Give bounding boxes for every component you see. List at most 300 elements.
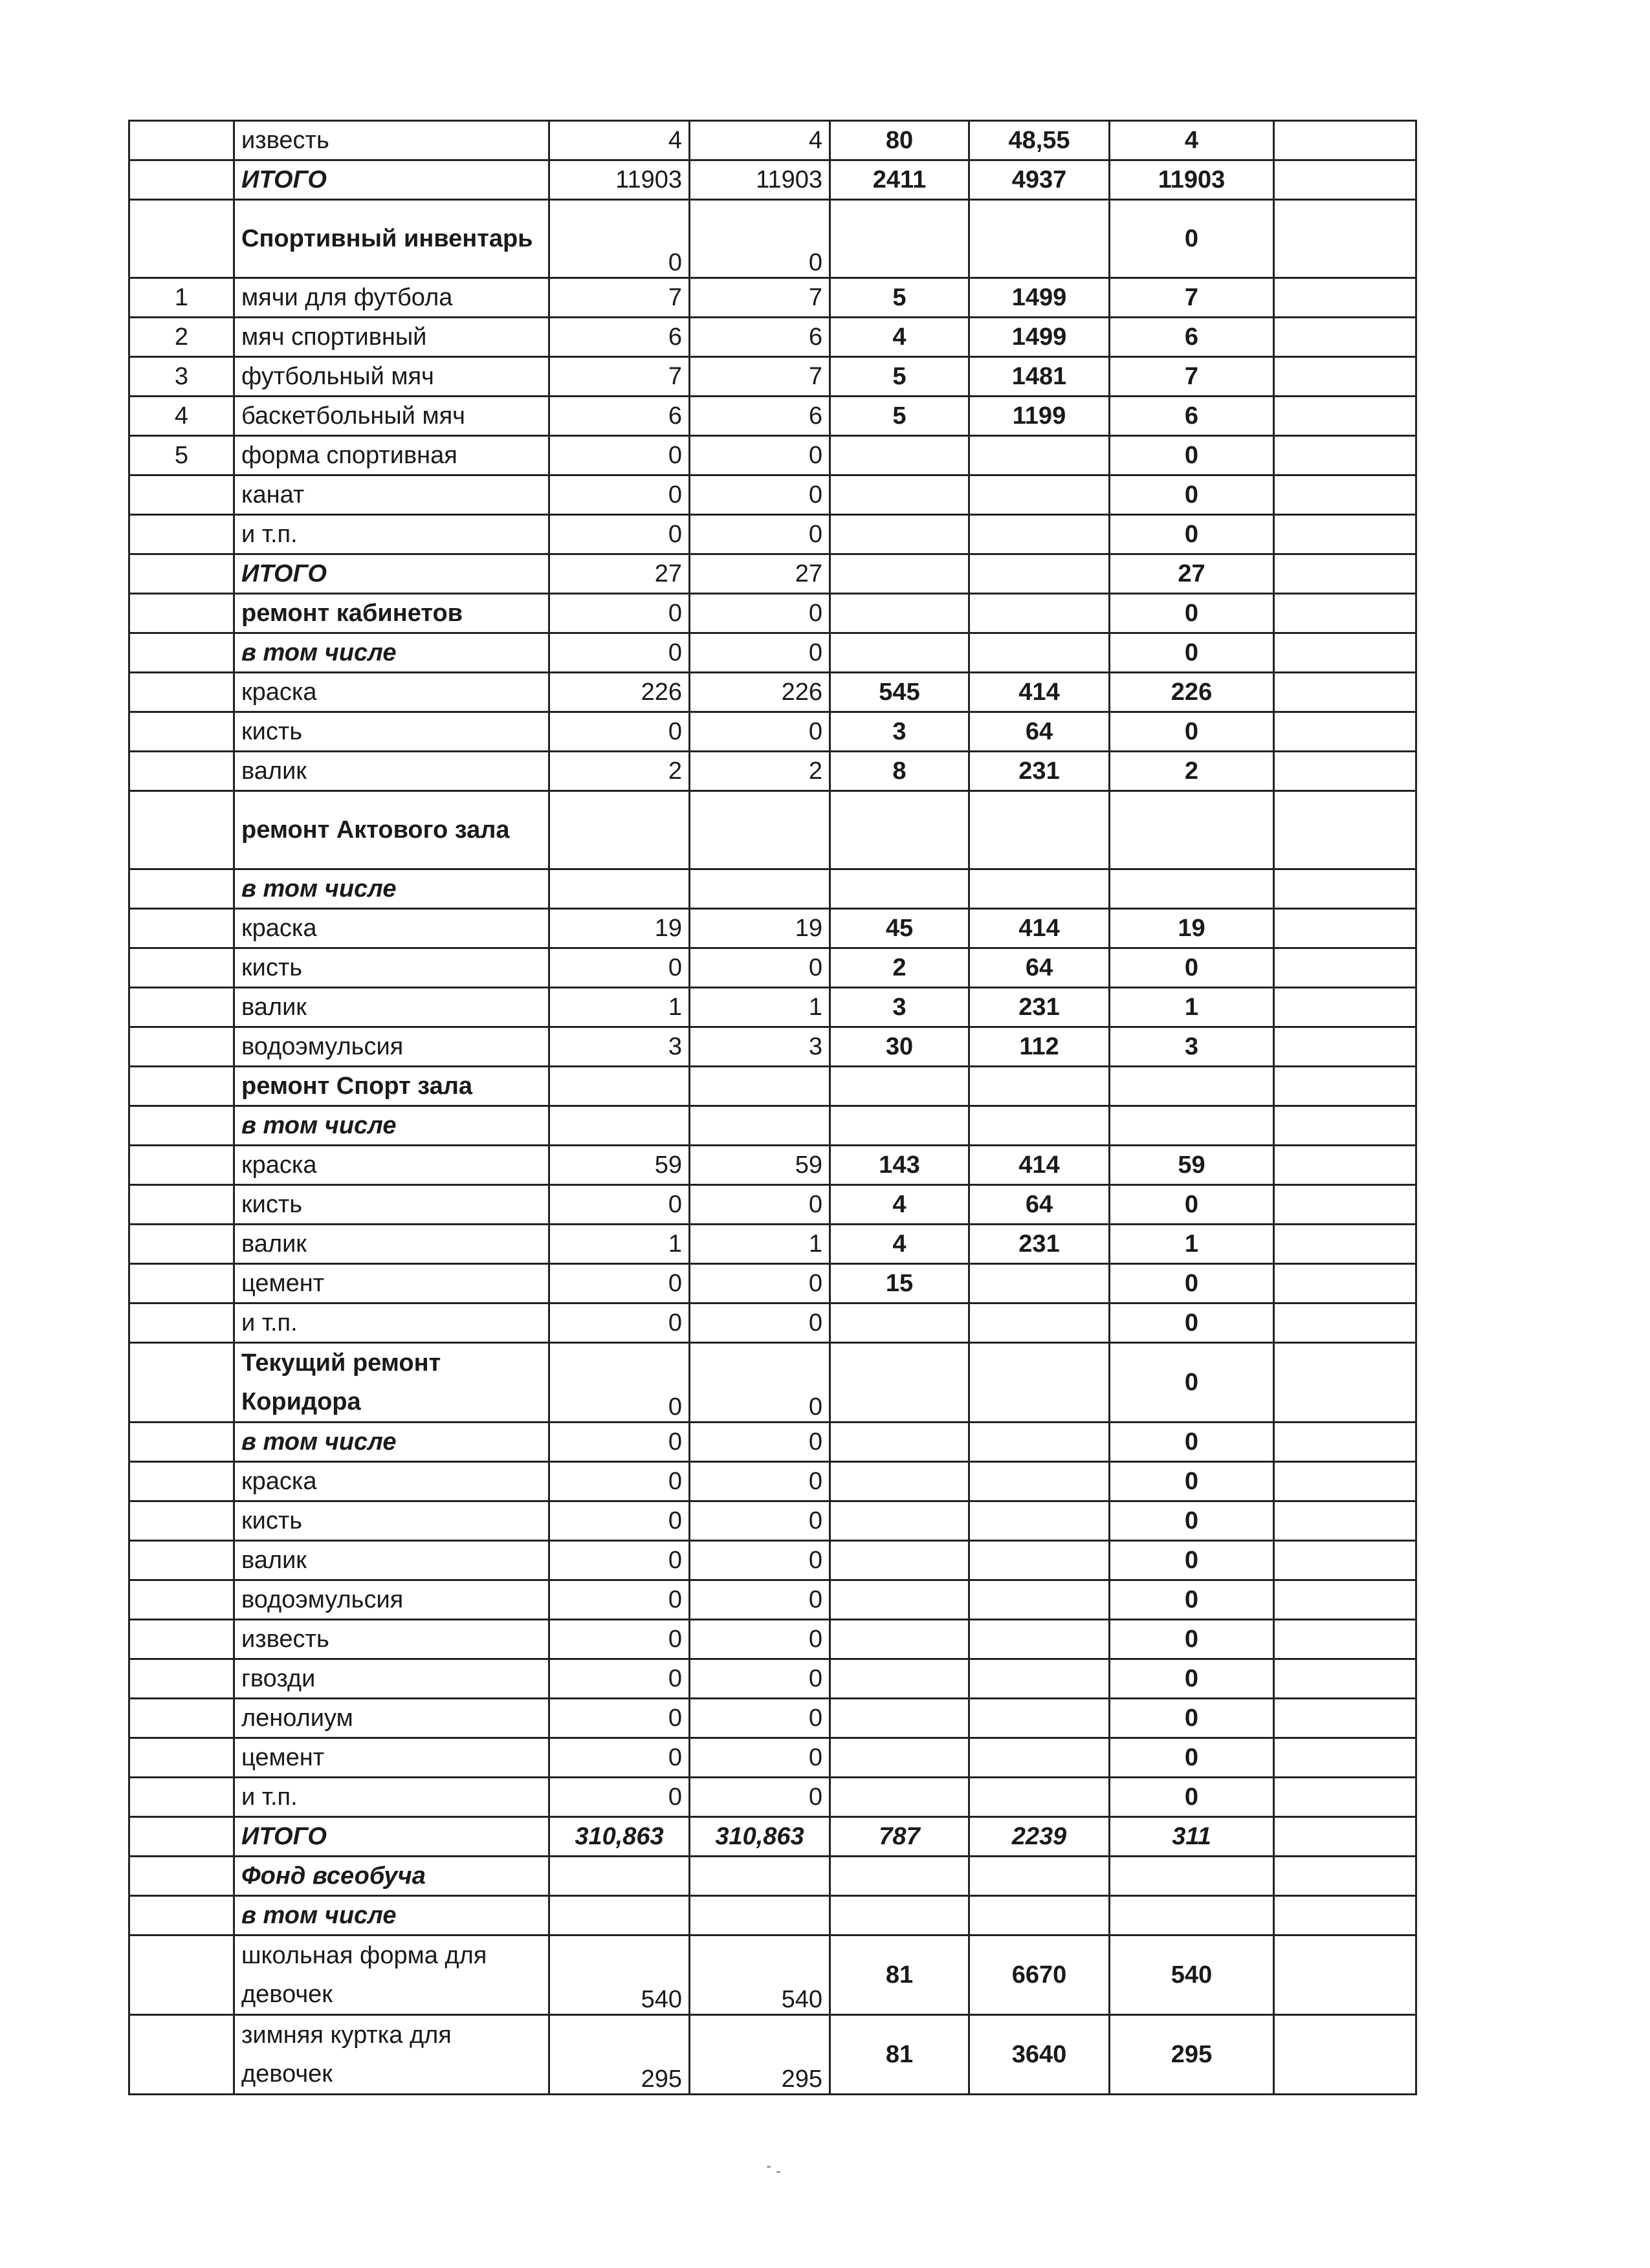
value-1-cell <box>549 1067 690 1106</box>
item-name-cell: в том числе <box>234 869 549 909</box>
value-4-cell <box>969 1620 1110 1659</box>
item-name-cell: ИТОГО <box>234 1817 549 1857</box>
value-4-cell <box>969 1423 1110 1462</box>
value-4-cell: 231 <box>969 988 1110 1027</box>
value-2-cell: 59 <box>690 1146 830 1185</box>
value-1-cell: 0 <box>549 1462 690 1501</box>
row-number-cell: 4 <box>129 397 234 436</box>
empty-cell <box>1274 554 1416 594</box>
table-row <box>129 1935 1416 2015</box>
value-3-cell <box>830 1501 969 1541</box>
row-number-cell: 3 <box>129 357 234 397</box>
value-2-cell: 0 <box>690 1699 830 1738</box>
item-name-cell: зимняя куртка для девочек <box>234 2015 549 2095</box>
value-1-cell: 0 <box>549 475 690 515</box>
empty-cell <box>1274 1027 1416 1067</box>
empty-cell <box>1274 633 1416 673</box>
row-number-cell <box>129 1857 234 1896</box>
value-2-cell <box>690 1067 830 1106</box>
empty-cell <box>1274 1501 1416 1541</box>
empty-cell <box>1274 160 1416 200</box>
value-1-cell <box>549 791 690 869</box>
value-5-cell: 1 <box>1110 988 1274 1027</box>
item-name-cell: краска <box>234 1146 549 1185</box>
item-name-cell: известь <box>234 121 549 160</box>
value-3-cell: 787 <box>830 1817 969 1857</box>
row-number-cell <box>129 594 234 633</box>
value-5-cell <box>1110 1067 1274 1106</box>
table-row <box>129 1541 1416 1580</box>
value-5-cell: 0 <box>1110 1738 1274 1778</box>
value-1-cell: 19 <box>549 909 690 948</box>
value-2-cell: 0 <box>690 1343 830 1423</box>
value-4-cell <box>969 1896 1110 1935</box>
value-3-cell: 4 <box>830 1185 969 1225</box>
row-number-cell <box>129 1225 234 1264</box>
value-3-cell <box>830 1580 969 1620</box>
table-row <box>129 1580 1416 1620</box>
value-2-cell: 2 <box>690 752 830 791</box>
row-number-cell: 2 <box>129 318 234 357</box>
value-4-cell: 1199 <box>969 397 1110 436</box>
value-5-cell: 1 <box>1110 1225 1274 1264</box>
empty-cell <box>1274 1738 1416 1778</box>
item-name-cell: водоэмульсия <box>234 1580 549 1620</box>
value-4-cell <box>969 436 1110 475</box>
value-2-cell: 0 <box>690 1303 830 1343</box>
value-5-cell: 59 <box>1110 1146 1274 1185</box>
value-4-cell <box>969 633 1110 673</box>
empty-cell <box>1274 791 1416 869</box>
item-name-cell: школьная форма для девочек <box>234 1935 549 2015</box>
value-4-cell <box>969 1343 1110 1423</box>
empty-cell <box>1274 1896 1416 1935</box>
value-1-cell: 0 <box>549 633 690 673</box>
value-3-cell <box>830 554 969 594</box>
value-5-cell: 0 <box>1110 1620 1274 1659</box>
value-2-cell: 0 <box>690 594 830 633</box>
value-1-cell: 0 <box>549 200 690 278</box>
value-3-cell <box>830 200 969 278</box>
value-3-cell <box>830 1659 969 1699</box>
value-5-cell <box>1110 791 1274 869</box>
row-number-cell <box>129 1817 234 1857</box>
value-3-cell <box>830 594 969 633</box>
row-number-cell <box>129 1067 234 1106</box>
empty-cell <box>1274 278 1416 318</box>
value-2-cell: 4 <box>690 121 830 160</box>
value-4-cell <box>969 1106 1110 1146</box>
value-5-cell: 0 <box>1110 1501 1274 1541</box>
item-name-cell: краска <box>234 673 549 712</box>
value-5-cell: 0 <box>1110 1264 1274 1303</box>
value-3-cell <box>830 1303 969 1343</box>
empty-cell <box>1274 752 1416 791</box>
value-3-cell: 5 <box>830 397 969 436</box>
value-2-cell: 0 <box>690 712 830 752</box>
value-4-cell: 2239 <box>969 1817 1110 1857</box>
item-name-cell: канат <box>234 475 549 515</box>
value-1-cell: 1 <box>549 1225 690 1264</box>
row-number-cell <box>129 515 234 554</box>
table-row <box>129 121 1416 160</box>
value-2-cell: 0 <box>690 1264 830 1303</box>
value-5-cell: 0 <box>1110 200 1274 278</box>
table-row <box>129 1185 1416 1225</box>
row-number-cell: 5 <box>129 436 234 475</box>
table-row <box>129 1303 1416 1343</box>
value-3-cell <box>830 869 969 909</box>
value-5-cell: 4 <box>1110 121 1274 160</box>
value-5-cell: 0 <box>1110 1303 1274 1343</box>
value-3-cell <box>830 1620 969 1659</box>
value-1-cell: 0 <box>549 1699 690 1738</box>
empty-cell <box>1274 121 1416 160</box>
item-name-cell: известь <box>234 1620 549 1659</box>
value-2-cell: 310,863 <box>690 1817 830 1857</box>
value-3-cell: 81 <box>830 2015 969 2095</box>
empty-cell <box>1274 909 1416 948</box>
value-3-cell: 3 <box>830 988 969 1027</box>
row-number-cell <box>129 1106 234 1146</box>
value-5-cell: 540 <box>1110 1935 1274 2015</box>
table-row <box>129 1699 1416 1738</box>
table-row <box>129 712 1416 752</box>
value-2-cell: 6 <box>690 397 830 436</box>
value-3-cell: 4 <box>830 1225 969 1264</box>
value-5-cell: 6 <box>1110 318 1274 357</box>
value-1-cell: 0 <box>549 1423 690 1462</box>
value-2-cell: 0 <box>690 1580 830 1620</box>
value-4-cell <box>969 1501 1110 1541</box>
scan-speck <box>776 2171 780 2173</box>
item-name-cell: ремонт Актового зала <box>234 791 549 869</box>
item-name-cell: в том числе <box>234 1106 549 1146</box>
row-number-cell <box>129 1303 234 1343</box>
value-5-cell: 311 <box>1110 1817 1274 1857</box>
empty-cell <box>1274 869 1416 909</box>
value-2-cell: 1 <box>690 1225 830 1264</box>
value-2-cell: 19 <box>690 909 830 948</box>
value-1-cell: 0 <box>549 712 690 752</box>
table-row <box>129 1146 1416 1185</box>
empty-cell <box>1274 1580 1416 1620</box>
value-1-cell: 59 <box>549 1146 690 1185</box>
value-5-cell: 19 <box>1110 909 1274 948</box>
value-1-cell: 2 <box>549 752 690 791</box>
value-1-cell: 6 <box>549 397 690 436</box>
row-number-cell <box>129 1462 234 1501</box>
row-number-cell <box>129 1541 234 1580</box>
value-3-cell: 545 <box>830 673 969 712</box>
row-number-cell <box>129 1738 234 1778</box>
value-2-cell <box>690 869 830 909</box>
item-name-cell: валик <box>234 988 549 1027</box>
item-name-cell: баскетбольный мяч <box>234 397 549 436</box>
item-name-cell: форма спортивная <box>234 436 549 475</box>
empty-cell <box>1274 1817 1416 1857</box>
item-name-cell: кисть <box>234 1185 549 1225</box>
table-row <box>129 1896 1416 1935</box>
value-4-cell <box>969 1067 1110 1106</box>
value-1-cell <box>549 1857 690 1896</box>
table-row <box>129 1501 1416 1541</box>
value-3-cell <box>830 1857 969 1896</box>
value-4-cell <box>969 554 1110 594</box>
value-2-cell <box>690 1106 830 1146</box>
value-2-cell: 1 <box>690 988 830 1027</box>
value-1-cell: 295 <box>549 2015 690 2095</box>
value-2-cell: 27 <box>690 554 830 594</box>
value-5-cell: 6 <box>1110 397 1274 436</box>
value-5-cell: 27 <box>1110 554 1274 594</box>
table-row <box>129 554 1416 594</box>
table-row <box>129 1106 1416 1146</box>
item-name-cell: и т.п. <box>234 515 549 554</box>
empty-cell <box>1274 1541 1416 1580</box>
row-number-cell <box>129 791 234 869</box>
value-1-cell: 0 <box>549 515 690 554</box>
data-table <box>128 120 1417 2095</box>
value-4-cell: 1499 <box>969 318 1110 357</box>
value-4-cell <box>969 515 1110 554</box>
empty-cell <box>1274 1343 1416 1423</box>
value-4-cell <box>969 1264 1110 1303</box>
value-2-cell: 0 <box>690 1778 830 1817</box>
item-name-cell: Текущий ремонт Коридора <box>234 1343 549 1423</box>
item-name-cell: валик <box>234 1541 549 1580</box>
value-2-cell: 3 <box>690 1027 830 1067</box>
value-5-cell: 0 <box>1110 1343 1274 1423</box>
row-number-cell <box>129 869 234 909</box>
value-4-cell <box>969 869 1110 909</box>
value-4-cell <box>969 475 1110 515</box>
value-2-cell: 0 <box>690 1501 830 1541</box>
value-4-cell: 64 <box>969 1185 1110 1225</box>
value-1-cell: 11903 <box>549 160 690 200</box>
empty-cell <box>1274 712 1416 752</box>
row-number-cell <box>129 1185 234 1225</box>
value-1-cell: 0 <box>549 1185 690 1225</box>
empty-cell <box>1274 357 1416 397</box>
row-number-cell <box>129 1659 234 1699</box>
value-2-cell <box>690 791 830 869</box>
empty-cell <box>1274 1462 1416 1501</box>
value-5-cell: 7 <box>1110 278 1274 318</box>
empty-cell <box>1274 1423 1416 1462</box>
value-1-cell: 3 <box>549 1027 690 1067</box>
table-row <box>129 988 1416 1027</box>
value-5-cell: 0 <box>1110 1778 1274 1817</box>
value-2-cell: 7 <box>690 357 830 397</box>
value-2-cell: 0 <box>690 475 830 515</box>
value-1-cell: 0 <box>549 1343 690 1423</box>
item-name-cell: водоэмульсия <box>234 1027 549 1067</box>
table-row <box>129 1067 1416 1106</box>
empty-cell <box>1274 2015 1416 2095</box>
value-3-cell <box>830 1541 969 1580</box>
value-1-cell: 226 <box>549 673 690 712</box>
value-4-cell <box>969 200 1110 278</box>
value-5-cell: 0 <box>1110 1699 1274 1738</box>
value-1-cell: 7 <box>549 278 690 318</box>
empty-cell <box>1274 436 1416 475</box>
value-3-cell <box>830 1106 969 1146</box>
item-name-cell: ремонт кабинетов <box>234 594 549 633</box>
value-4-cell: 3640 <box>969 2015 1110 2095</box>
item-name-cell: кисть <box>234 948 549 988</box>
value-2-cell: 0 <box>690 1462 830 1501</box>
value-1-cell: 0 <box>549 1778 690 1817</box>
value-3-cell: 80 <box>830 121 969 160</box>
value-2-cell: 540 <box>690 1935 830 2015</box>
table-row <box>129 869 1416 909</box>
row-number-cell: 1 <box>129 278 234 318</box>
value-3-cell: 45 <box>830 909 969 948</box>
value-2-cell: 6 <box>690 318 830 357</box>
table-row <box>129 1620 1416 1659</box>
empty-cell <box>1274 594 1416 633</box>
row-number-cell <box>129 1343 234 1423</box>
row-number-cell <box>129 1778 234 1817</box>
value-4-cell: 112 <box>969 1027 1110 1067</box>
value-5-cell: 0 <box>1110 1423 1274 1462</box>
row-number-cell <box>129 909 234 948</box>
value-3-cell: 4 <box>830 318 969 357</box>
value-5-cell: 0 <box>1110 475 1274 515</box>
value-2-cell: 0 <box>690 948 830 988</box>
empty-cell <box>1274 475 1416 515</box>
table-row <box>129 278 1416 318</box>
value-5-cell: 0 <box>1110 436 1274 475</box>
value-3-cell: 81 <box>830 1935 969 2015</box>
empty-cell <box>1274 1146 1416 1185</box>
value-4-cell: 6670 <box>969 1935 1110 2015</box>
value-3-cell: 2411 <box>830 160 969 200</box>
value-1-cell: 1 <box>549 988 690 1027</box>
empty-cell <box>1274 1067 1416 1106</box>
value-3-cell <box>830 1778 969 1817</box>
item-name-cell: ИТОГО <box>234 554 549 594</box>
value-4-cell: 48,55 <box>969 121 1110 160</box>
value-3-cell <box>830 791 969 869</box>
value-1-cell <box>549 869 690 909</box>
empty-cell <box>1274 1264 1416 1303</box>
table-row <box>129 1857 1416 1896</box>
value-5-cell: 0 <box>1110 1462 1274 1501</box>
value-2-cell: 0 <box>690 200 830 278</box>
value-5-cell <box>1110 869 1274 909</box>
value-4-cell <box>969 1857 1110 1896</box>
row-number-cell <box>129 1935 234 2015</box>
row-number-cell <box>129 1423 234 1462</box>
value-4-cell: 1481 <box>969 357 1110 397</box>
item-name-cell: цемент <box>234 1264 549 1303</box>
table-row <box>129 160 1416 200</box>
value-4-cell <box>969 1778 1110 1817</box>
table-row <box>129 1225 1416 1264</box>
row-number-cell <box>129 1264 234 1303</box>
value-5-cell: 0 <box>1110 515 1274 554</box>
value-2-cell: 0 <box>690 1541 830 1580</box>
value-4-cell: 64 <box>969 712 1110 752</box>
row-number-cell <box>129 752 234 791</box>
item-name-cell: кисть <box>234 1501 549 1541</box>
value-3-cell <box>830 515 969 554</box>
item-name-cell: Фонд всеобуча <box>234 1857 549 1896</box>
empty-cell <box>1274 1659 1416 1699</box>
value-4-cell <box>969 1699 1110 1738</box>
value-3-cell <box>830 1462 969 1501</box>
row-number-cell <box>129 200 234 278</box>
value-4-cell <box>969 1462 1110 1501</box>
value-3-cell <box>830 1343 969 1423</box>
table-row <box>129 909 1416 948</box>
value-5-cell <box>1110 1896 1274 1935</box>
value-4-cell: 1499 <box>969 278 1110 318</box>
value-3-cell <box>830 633 969 673</box>
value-1-cell: 0 <box>549 948 690 988</box>
item-name-cell: ремонт Спорт зала <box>234 1067 549 1106</box>
empty-cell <box>1274 1303 1416 1343</box>
row-number-cell <box>129 1699 234 1738</box>
value-1-cell: 27 <box>549 554 690 594</box>
table-row <box>129 397 1416 436</box>
value-3-cell <box>830 436 969 475</box>
table-row <box>129 1343 1416 1423</box>
item-name-cell: кисть <box>234 712 549 752</box>
value-1-cell: 0 <box>549 436 690 475</box>
value-3-cell <box>830 1738 969 1778</box>
table-row <box>129 633 1416 673</box>
row-number-cell <box>129 1620 234 1659</box>
table-row <box>129 200 1416 278</box>
table-row <box>129 475 1416 515</box>
empty-cell <box>1274 318 1416 357</box>
value-4-cell: 231 <box>969 1225 1110 1264</box>
value-1-cell: 0 <box>549 1303 690 1343</box>
value-5-cell: 0 <box>1110 1185 1274 1225</box>
value-1-cell: 0 <box>549 1541 690 1580</box>
value-2-cell: 226 <box>690 673 830 712</box>
value-3-cell: 15 <box>830 1264 969 1303</box>
value-2-cell: 0 <box>690 1423 830 1462</box>
value-1-cell: 540 <box>549 1935 690 2015</box>
table-row <box>129 1027 1416 1067</box>
value-5-cell <box>1110 1106 1274 1146</box>
table-row <box>129 1264 1416 1303</box>
value-2-cell: 11903 <box>690 160 830 200</box>
row-number-cell <box>129 121 234 160</box>
value-2-cell: 0 <box>690 1185 830 1225</box>
value-3-cell: 143 <box>830 1146 969 1185</box>
value-5-cell: 11903 <box>1110 160 1274 200</box>
value-5-cell <box>1110 1857 1274 1896</box>
value-3-cell <box>830 1896 969 1935</box>
value-1-cell: 0 <box>549 1620 690 1659</box>
row-number-cell <box>129 673 234 712</box>
row-number-cell <box>129 160 234 200</box>
empty-cell <box>1274 397 1416 436</box>
item-name-cell: в том числе <box>234 1896 549 1935</box>
scan-speck <box>767 2166 771 2168</box>
value-3-cell: 2 <box>830 948 969 988</box>
row-number-cell <box>129 1896 234 1935</box>
value-4-cell: 414 <box>969 673 1110 712</box>
value-2-cell: 295 <box>690 2015 830 2095</box>
table-row <box>129 515 1416 554</box>
empty-cell <box>1274 1620 1416 1659</box>
